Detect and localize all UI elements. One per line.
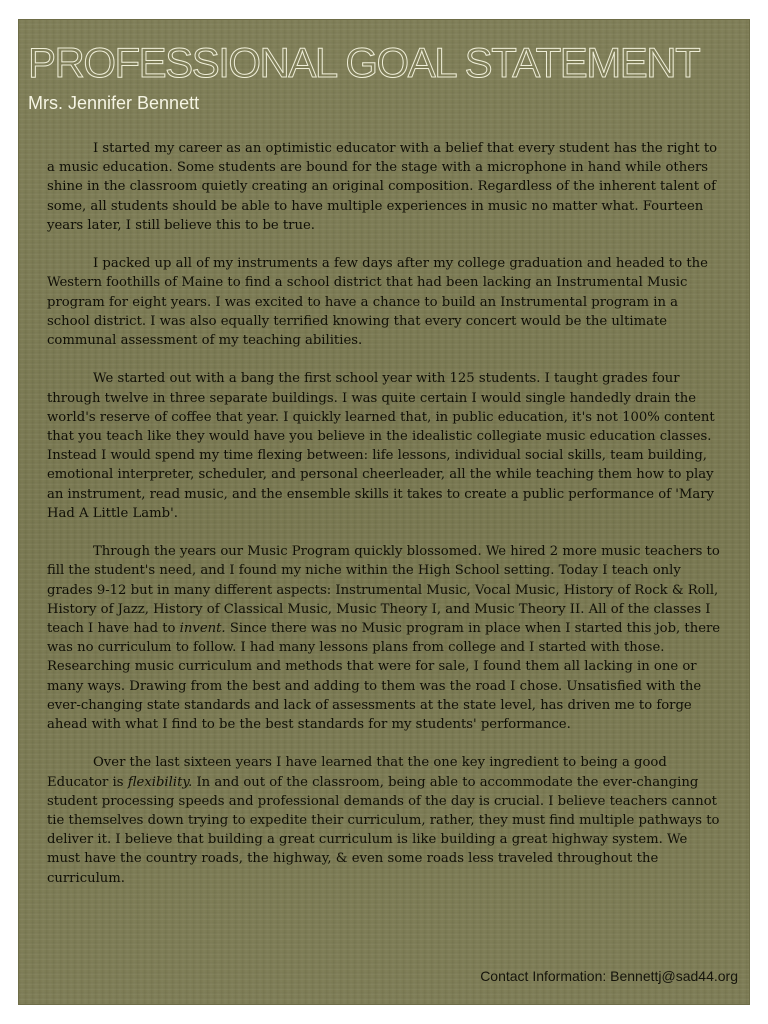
paragraph-career-start (47, 139, 722, 235)
author-name: Mrs. Jennifer Bennett (28, 93, 200, 113)
contact-information: Contact Information: Bennettj@sad44.org (480, 968, 738, 984)
paragraph-flexibility (47, 753, 722, 887)
emphasis-text: flexibility. (127, 774, 193, 790)
paragraph-text: I started my career as an optimistic educator with a belief that every student has the right to a music education. Some students are bound for the stage with a microphone in hand while others shine in the classroom quietly creating an original composition. Regardless of the inherent talent of some, all students should be able to have multiple experiences in music no matter what. Fourteen years later, I still believe this to be true. (47, 141, 718, 233)
paragraph-text: Through the years our Music Program quickly blossomed. We hired 2 more music teachers to fill the student's need, and I found my niche within the High School setting. Today I teach only grades 9-12 but in many different aspects: Instrumental Music, Vocal Music, History of Rock & Roll, History of Jazz, History of Classical Music, Music Theory I, and Music Theory II. All of the classes I teach I have had to (47, 544, 720, 637)
paragraph-text: Since there was no Music program in place when I started this job, there was no curriculum to follow. I had many lessons plans from college and I started with those. Researching music curriculum and methods that were for sale, I found them all lacking in one or many ways. Drawing from the best and adding to them was the road I chose. Unsatisfied with the ever-changing state standards and lack of assessments at the state level, has driven me to forge ahead with what I find to be the best standards for my students' performance. (47, 621, 721, 733)
statement-page (18, 19, 750, 1005)
paragraph-text: In and out of the classroom, being able to accommodate the ever-changing student processing speeds and professional demands of the day is crucial. I believe teachers cannot tie themselves down trying to expedite their curriculum, rather, they must find multiple pathways to deliver it. I believe that building a great curriculum is like building a great highway system. We must have the country roads, the highway, & even some roads less traveled throughout the curriculum. (47, 774, 720, 886)
paragraph-text: Over the last sixteen years I have learned that the one key ingredient to being a good Educator is (47, 755, 667, 790)
emphasis-text: invent. (179, 621, 226, 637)
paragraph-text: I packed up all of my instruments a few days after my college graduation and headed to the Western foothills of Maine to find a school district that had been lacking an Instrumental Music program for eight years. I was excited to have a chance to build an Instrumental program in a school district. I was also equally terrified knowing that every concert would be the ultimate communal assessment of my teaching abilities. (47, 256, 708, 349)
document-title: PROFESSIONAL GOAL STATEMENT (28, 39, 700, 86)
paragraph-moving-to-maine (47, 254, 722, 350)
paragraph-text: We started out with a bang the first school year with 125 students. I taught grades four through twelve in three separate buildings. I was quite certain I would single handedly drain the world's reserve of coffee that year. I quickly learned that, in public education, it's not 100% content that you teach like they would have you believe in the idealistic collegiate music education classes. Instead I would spend my time flexing between: life lessons, individual social skills, team building, emotional interpreter, scheduler, and personal cheerleader, all the while teaching them how to play an instrument, read music, and the ensemble skills it takes to create a public performance of 'Mary Had A Little Lamb'. (47, 371, 715, 521)
statement-body (47, 139, 722, 907)
paragraph-first-year (47, 369, 722, 523)
paragraph-program-growth (47, 542, 722, 734)
